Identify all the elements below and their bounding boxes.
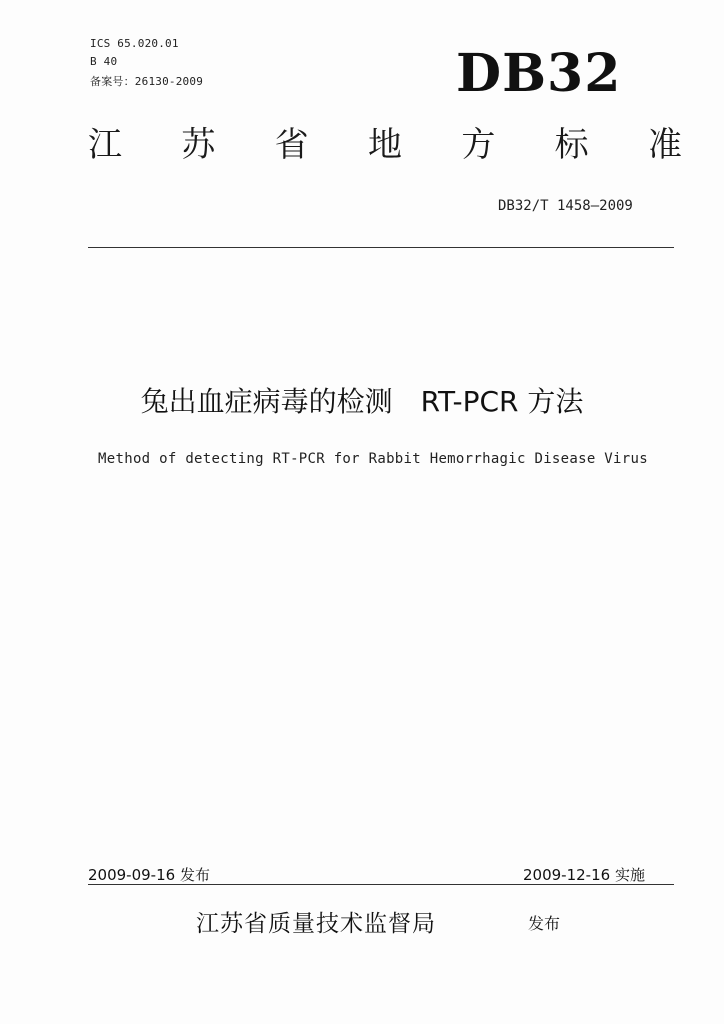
standard-type-char: 省 — [274, 125, 309, 165]
standard-type-char: 苏 — [181, 125, 216, 165]
issuing-authority-suffix: 发布 — [528, 914, 561, 933]
ics-code: ICS 65.020.01 — [90, 37, 179, 50]
classification-code: B 40 — [90, 55, 118, 68]
standard-type-char: 标 — [554, 125, 589, 165]
record-number: 备案号：26130-2009 — [90, 75, 204, 88]
db32-logo: DB32 — [456, 43, 622, 104]
footer-divider — [88, 884, 674, 885]
document-title-english: Method of detecting RT-PCR for Rabbit Hemorrhagic Disease Virus — [98, 451, 648, 467]
document-title-chinese: 兔出血症病毒的检测 RT-PCR 方法 — [140, 385, 584, 418]
standard-type-char: 江 — [88, 125, 122, 165]
standard-type-title — [88, 125, 682, 165]
standard-type-char: 地 — [367, 125, 402, 165]
standard-number: DB32/T 1458—2009 — [498, 198, 633, 214]
standard-type-char: 方 — [461, 125, 496, 165]
header-divider — [88, 247, 674, 248]
standard-type-char: 准 — [647, 125, 682, 165]
effective-date: 2009-12-16 实施 — [523, 866, 645, 884]
issue-date: 2009-09-16 发布 — [88, 866, 210, 884]
issuing-authority: 江苏省质量技术监督局 — [196, 911, 436, 937]
